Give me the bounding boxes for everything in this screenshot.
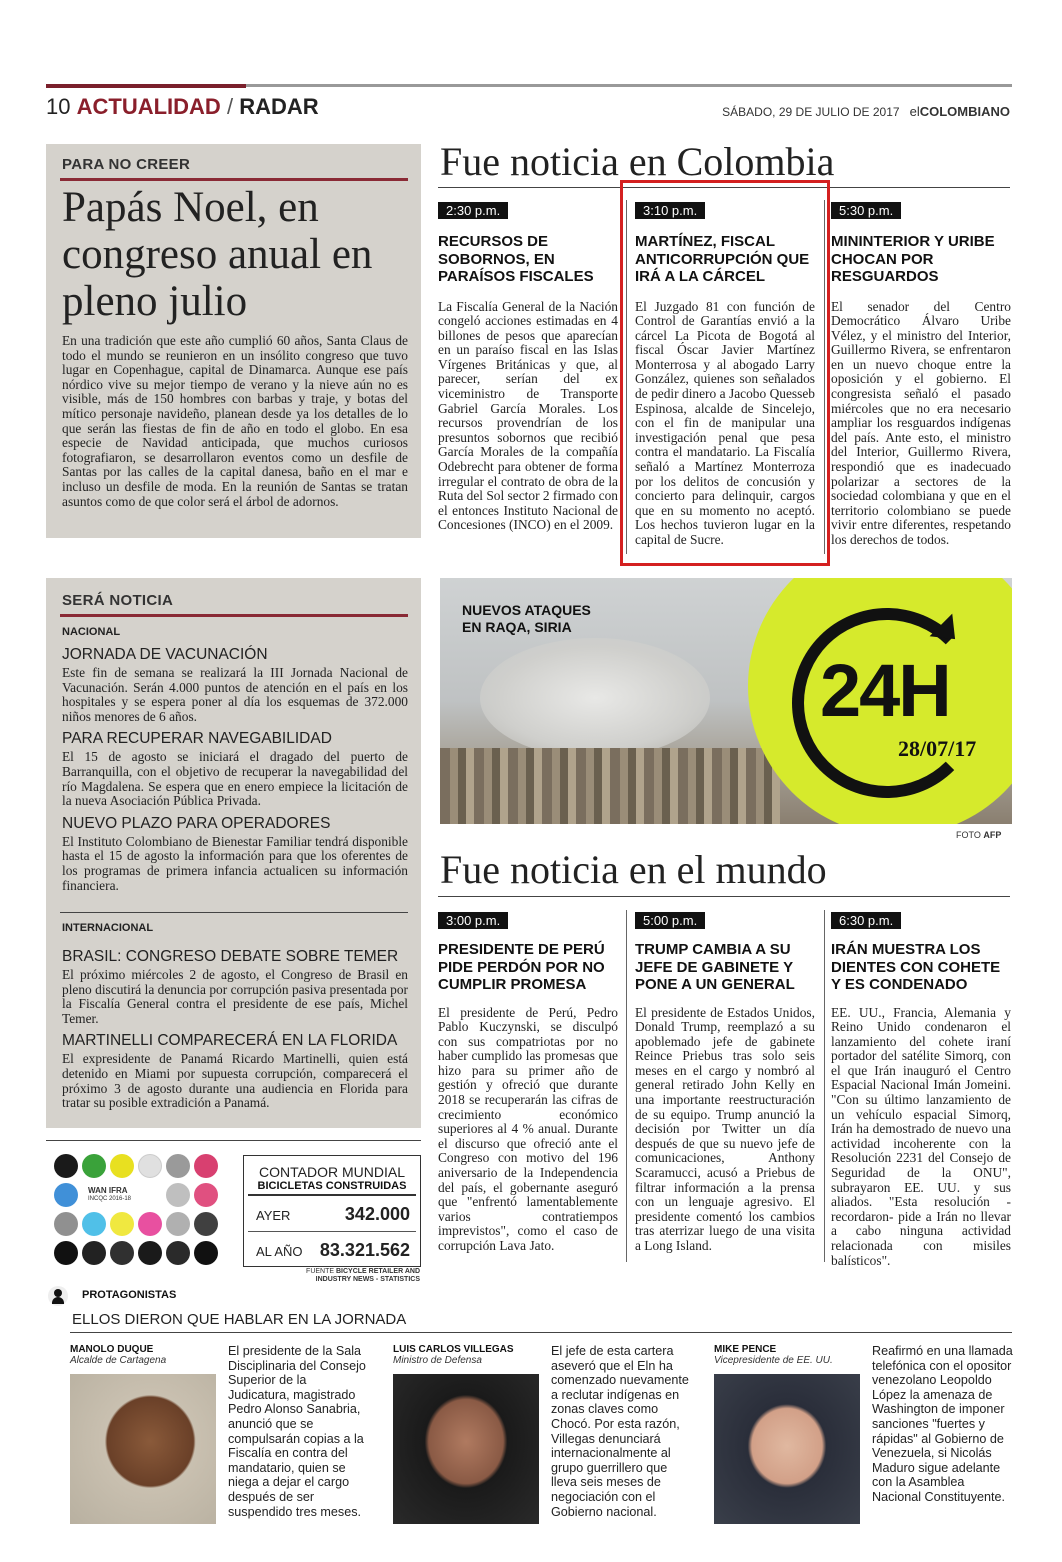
- news-body: EE. UU., Francia, Alemania y Reino Unido condenaron el lanzamiento del cohete iraní portador del satélite Simorq, con el que Irán inauguró el Centro Espacial Nacional Imán Jomeini. "Con su último lanzamiento de un vehículo espacial Simorq, Irán ha demostrado de nuevo una actividad incoherente con la Resolución 2231 del Consejo de Seguridad de la ONU", subrayaron EE. UU. y sus aliados. "Esta resolución -recordaron- pide a Irán no llevar a cabo ninguna actividad relacionada con misiles balísticos".: [831, 1004, 1011, 1268]
- internacional-list: [62, 948, 408, 1111]
- contador-row: [248, 1196, 416, 1232]
- city-buildings: [440, 748, 780, 824]
- photo-credit: [956, 830, 1001, 840]
- color-dot: [110, 1241, 134, 1265]
- credit-name: AFP: [983, 830, 1002, 840]
- protagonist-name: LUIS CARLOS VILLEGAS: [393, 1344, 514, 1355]
- colombia-item: [438, 200, 618, 533]
- sera-item-title: BRASIL: CONGRESO DEBATE SOBRE TEMER: [62, 948, 399, 965]
- news-headline: TRUMP CAMBIA A SU JEFE DE GABINETE Y PONE A UN GENERAL: [635, 941, 795, 993]
- protagonist-photo: [70, 1374, 216, 1524]
- contador-value: 342.000: [344, 1204, 410, 1224]
- protagonist-card: [714, 1344, 1014, 1534]
- news-body: El Juzgado 81 con función de Control de Garantías envió a la cárcel La Picota de Bogotá al fiscal Óscar Javier Martínez Monterrosa y al abogado Larry González, quienes son señalados de pedir dinero a Jacobo Quesseb Espinosa, alcalde de Sincelejo, con el fin de manipular una investigación penal que pesa contra el mandatario. La Fiscalía señaló a Martínez Monterroza por los delitos de concusión y concierto para delinquir, cargos que en su momento no aceptó. Los hechos tuvieron lugar en la capital de Sucre.: [635, 298, 815, 547]
- news-headline: MININTERIOR Y URIBE CHOCAN POR RESGUARDOS: [831, 233, 995, 285]
- wan-ifra-sub: INCQC 2016-18: [88, 1196, 132, 1202]
- color-dot: [194, 1212, 218, 1236]
- sera-item-body: El expresidente de Panamá Ricardo Martinelli, quien está detenido en Miami por supuesta corrupción, comparecerá el próximo 3 de agosto durante una audiencia en Florida para tratar su posible extradición a Panamá.: [62, 1051, 408, 1111]
- protagonist-name: MIKE PENCE: [714, 1344, 777, 1355]
- 24h-badge: 24H: [820, 649, 950, 732]
- news-time: 5:30 p.m.: [831, 202, 901, 219]
- mundo-item: [831, 910, 1011, 1268]
- internacional-rule: [60, 912, 408, 913]
- person-icon: [48, 1286, 68, 1306]
- column-rule: [824, 910, 825, 1262]
- header-rule: [46, 84, 1012, 87]
- sera-item-body: El 15 de agosto se iniciará el dragado del puerto de Barranquilla, con el objetivo de recuperar la navegabilidad del río Magdalena. Se espera que en enero empiece la licitación de la nueva Asociación Pública Privada.: [62, 749, 408, 809]
- protagonistas-tag: PROTAGONISTAS: [82, 1289, 177, 1301]
- contador-source: [300, 1268, 420, 1284]
- news-time: 2:30 p.m.: [438, 202, 508, 219]
- protagonist-role: Vicepresidente de EE. UU.: [714, 1355, 833, 1366]
- sera-item-title: JORNADA DE VACUNACIÓN: [62, 646, 268, 663]
- sera-item-title: NUEVO PLAZO PARA OPERADORES: [62, 814, 331, 832]
- color-dot: [110, 1212, 134, 1236]
- news-time: 6:30 p.m.: [831, 912, 901, 929]
- colombia-item: [831, 200, 1011, 548]
- protagonist-text: El presidente de la Sala Disciplinaria del Consejo Superior de la Judicatura, magistrado Pedro Alonso Sanabria, anunció que se compulsarán copias a la Fiscalía en contra del mandatario, quien se niega a dejar el cargo después de ser suspendido tres meses.: [228, 1344, 366, 1519]
- color-dot: [110, 1154, 134, 1178]
- raqa-photo: [440, 578, 1012, 824]
- news-headline: MARTÍNEZ, FISCAL ANTICORRUPCIÓN QUE IRÁ A LA CÁRCEL: [635, 233, 810, 285]
- color-dot: [138, 1212, 162, 1236]
- color-dot: [194, 1241, 218, 1265]
- protagonist-text: El jefe de esta cartera aseveró que el Eln ha comenzado nuevamente a reclutar indígenas en zonas claves como Chocó. Por esta razón, Villegas denunciará internacionalmente al grupo guerrillero que lleva seis meses de negociación con el Gobierno nacional.: [551, 1344, 689, 1519]
- page-header: [46, 94, 319, 120]
- nacional-list: [62, 646, 408, 893]
- sera-item-title: MARTINELLI COMPARECERÁ EN LA FLORIDA: [62, 1032, 398, 1050]
- section-name: ACTUALIDAD: [76, 94, 221, 119]
- sera-item-title: PARA RECUPERAR NAVEGABILIDAD: [62, 730, 332, 748]
- column-rule: [626, 910, 627, 1262]
- sera-noticia-tag: SERÁ NOTICIA: [62, 592, 174, 609]
- contador-label: AYER: [256, 1208, 291, 1223]
- color-dot: [138, 1154, 162, 1178]
- color-dot: [54, 1183, 78, 1207]
- protagonist-card: [70, 1344, 374, 1534]
- news-body: El presidente de Estados Unidos, Donald Trump, reemplazó a su apoblemado jefe de gabinete Reince Priebus tras solo seis meses en el cargo y nombró al general retirado John Kelly en una importante reestructuración de su equipo. Trump anunció la decisión por Twitter un día después de que su nuevo jefe de comunicaciones, Anthony Scaramucci, acusó a Priebus de filtrar información a la prensa con un lenguaje agresivo. El presidente comentó los cambios tras aterrizar luego de una visita a Long Island.: [635, 1004, 815, 1253]
- protagonist-photo: [714, 1374, 860, 1524]
- sera-noticia-box: [46, 578, 421, 1128]
- news-body: El presidente de Perú, Pedro Pablo Kuczynski, se disculpó con sus compatriotas por no haber cumplido las promesas que hizo para su primer año de gestión y ofreció que durante 2018 se recuperarán las cifras de crecimiento económico superiores al 4 % anual. Durante el discurso que ofreció ante el Congreso con motivo del 196 aniversario de la Independencia del país, el gobernante aseguró que "enfrentó lamentablemente varios contratiempos imprevistos", como el caso de corrupción Lava Jato.: [438, 1004, 618, 1253]
- news-time: 5:00 p.m.: [635, 912, 705, 929]
- protagonist-photo: [393, 1374, 539, 1524]
- contador-row: [248, 1232, 416, 1261]
- credit-prefix: FOTO: [956, 830, 981, 840]
- color-dot: [166, 1154, 190, 1178]
- mundo-title: Fue noticia en el mundo: [440, 847, 827, 892]
- color-dot: [82, 1154, 106, 1178]
- wan-ifra-logo: WAN IFRA: [88, 1186, 128, 1195]
- page-number: 10: [46, 94, 71, 119]
- news-body: El senador del Centro Democrático Álvaro Uribe Vélez, y el ministro del Interior, Guillermo Rivera, se enfrentaron en un nuevo choque entre la oposición y el gobierno. El congresista señaló el pasado miércoles que no era necesario ampliar los resguardos indígenas del país. Ante esto, el ministro del Interior, Guillermo Rivera, respondió que es inadecuado polarizar a sectores de la sociedad colombiana y que en el territorio colombiano se puede vivir entre diferentes, respetando los derechos de todos.: [831, 298, 1011, 547]
- color-dot: [166, 1183, 190, 1207]
- protagonist-role: Ministro de Defensa: [393, 1355, 482, 1366]
- protagonist-role: Alcalde de Cartagena: [70, 1355, 167, 1366]
- tag-rule: [60, 178, 408, 181]
- colombia-title: Fue noticia en Colombia: [440, 139, 835, 184]
- news-body: La Fiscalía General de la Nación congeló acciones estimadas en 4 billones de pesos que aparecían en un paraíso fiscal en las Islas Vírgenes Británicas y que, al parecer, serían del ex viceministro de Transporte Gabriel García Morales. Los recursos provendrían de los presuntos sobornos que recibió García Morales de la compañía Odebrecht para obtener de forma irregular el contrato de obra de la Ruta del Sol sector 2 firmado con el entonces Instituto Nacional de Concesiones (INCO) en el 2009.: [438, 298, 618, 533]
- sera-item-body: El próximo miércoles 2 de agosto, el Congreso de Brasil en pleno discutirá la denuncia por corrupción pasiva presentada por la Fiscalía General contra el presidente de ese país, Michel Temer.: [62, 967, 408, 1026]
- issue-date: SÁBADO, 29 DE JULIO DE 2017: [722, 105, 900, 119]
- brand-prefix: el: [909, 104, 920, 119]
- contador-title: CONTADOR MUNDIAL: [259, 1164, 405, 1180]
- source-prefix: FUENTE: [306, 1268, 335, 1275]
- sera-item-body: El Instituto Colombiano de Bienestar Familiar tendrá disponible hasta el 15 de agosto la información para que los oferentes de los programas de primera infancia actualicen su información financiera.: [62, 833, 408, 893]
- color-dot: [82, 1212, 106, 1236]
- protagonistas-rule: [70, 1332, 1012, 1333]
- color-dot: [166, 1212, 190, 1236]
- para-no-creer-body: En una tradición que este año cumplió 60 años, Santa Claus de todo el mundo se reunieron en un insólito congreso que tuvo lugar en Copenhague, capital de Dinamarca. Aunque ese país nórdico vive su mejor tiempo de verano y la nieve aún no es visible, más de 150 hombres con barbas y traje, y botas del mítico personaje navideño, planean desde ya los detalles de lo que serán las fiestas de fin de año en todo el globo. En esa especie de Navidad anticipada, que muchos curiosos fotografiaron, se desarrollaron eventos como un desfile de Santas por las calles de la capital danesa, baño en el mar e incluso un desfile de moda. En la reunión de Santas se tratan asuntos como de que color será el árbol de adornos.: [62, 333, 408, 509]
- nacional-label: NACIONAL: [62, 626, 121, 638]
- color-bar: [54, 1154, 224, 1270]
- sera-item-body: Este fin de semana se realizará la III Jornada Nacional de Vacunación. Serán 4.000 puntos de atención en el país en los hospitales y se espera poner al día los esquemas de 372.000 niños menores de 6 años.: [62, 665, 408, 724]
- internacional-label: INTERNACIONAL: [62, 922, 154, 934]
- source-name: BICYCLE RETAILER AND INDUSTRY NEWS - STATISTICS: [315, 1268, 420, 1283]
- mundo-item: [438, 910, 618, 1254]
- para-no-creer-title: Papás Noel, en congreso anual en pleno julio: [62, 184, 373, 325]
- subsection-name: RADAR: [239, 94, 319, 119]
- color-dot: [138, 1241, 162, 1265]
- section-separator: /: [226, 94, 234, 119]
- color-dot: [194, 1183, 218, 1207]
- header-date-brand: [722, 104, 1010, 119]
- contador-subtitle: BICICLETAS CONSTRUIDAS: [248, 1180, 416, 1196]
- contador-label: AL AÑO: [256, 1244, 303, 1259]
- 24h-date: 28/07/17: [898, 736, 977, 761]
- protagonist-card: [393, 1344, 697, 1534]
- protagonistas-subtitle: ELLOS DIERON QUE HABLAR EN LA JORNADA: [72, 1311, 407, 1328]
- column-rule: [626, 200, 627, 554]
- color-dot: [54, 1241, 78, 1265]
- color-dot: [82, 1241, 106, 1265]
- photo-caption: NUEVOS ATAQUES EN RAQA, SIRIA: [462, 602, 591, 635]
- protagonist-text: Reafirmó en una llamada telefónica con el opositor venezolano Leopoldo López la amenaza de Washington de imponer sanciones "fuertes y rápidas" al Gobierno de Venezuela, si Nicolás Maduro sigue adelante con la Asamblea Nacional Constituyente.: [872, 1344, 1013, 1504]
- tag-rule: [60, 614, 408, 617]
- mundo-item: [635, 910, 815, 1254]
- protagonist-name: MANOLO DUQUE: [70, 1344, 154, 1355]
- color-dot: [54, 1154, 78, 1178]
- news-headline: IRÁN MUESTRA LOS DIENTES CON COHETE Y ES CONDENADO: [831, 941, 1001, 993]
- news-headline: RECURSOS DE SOBORNOS, EN PARAÍSOS FISCALES: [438, 233, 594, 285]
- column-rule: [824, 200, 825, 554]
- news-time: 3:00 p.m.: [438, 912, 508, 929]
- color-dot: [54, 1212, 78, 1236]
- brand-name: COLOMBIANO: [919, 104, 1010, 119]
- color-dot: [194, 1154, 218, 1178]
- colombia-item: [635, 200, 815, 548]
- contador-box: [243, 1155, 421, 1267]
- color-dot: [166, 1241, 190, 1265]
- mundo-rule: [438, 896, 1010, 897]
- news-headline: PRESIDENTE DE PERÚ PIDE PERDÓN POR NO CUMPLIR PROMESA: [438, 941, 605, 993]
- contador-value: 83.321.562: [319, 1240, 410, 1260]
- color-bar-rule: [46, 1140, 421, 1141]
- smoke-cloud: [480, 638, 710, 758]
- para-no-creer-box: [46, 144, 421, 538]
- para-no-creer-tag: PARA NO CREER: [62, 156, 191, 173]
- news-time: 3:10 p.m.: [635, 202, 705, 219]
